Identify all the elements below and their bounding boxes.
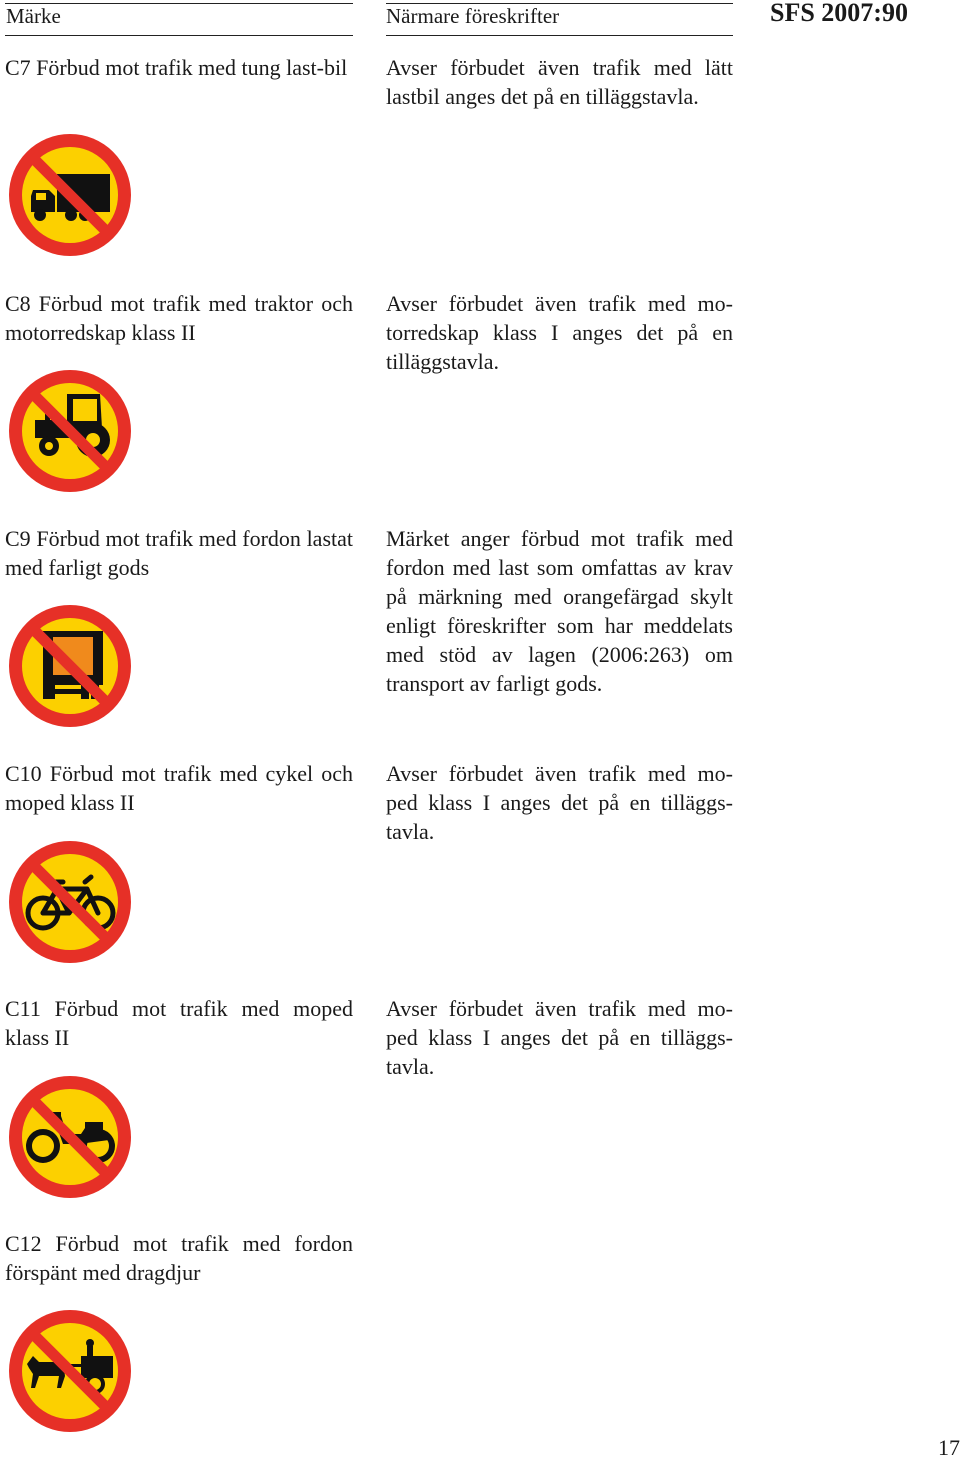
sign-c8-title: C8 Förbud mot trafik med traktor och motorredskap klass II <box>5 291 353 345</box>
truck-icon <box>5 130 135 260</box>
sign-c7-title: C7 Förbud mot trafik med tung last-bil <box>5 55 348 80</box>
sign-c11-rule: Avser förbudet även trafik med mo-ped klass I anges det på en tilläggs-tavla. <box>386 996 733 1079</box>
tractor-icon <box>5 366 135 496</box>
column-header-narmare-foreskrifter: Närmare föreskrifter <box>386 4 560 28</box>
horse-cart-icon <box>5 1306 135 1436</box>
sign-c10-rule: Avser förbudet även trafik med mo-ped klass I anges det på en tilläggs-tavla. <box>386 761 733 844</box>
header-rule-bottom-right <box>386 35 733 36</box>
page-number: 17 <box>938 1435 960 1460</box>
sign-c9-rule: Märket anger förbud mot trafik med fordon med last som omfattas av krav på märkning med orangefärgad skylt enligt föreskrifter som har meddelats med stöd av lagen (2006:263) om transport av farligt gods. <box>386 526 733 696</box>
sign-c12-title: C12 Förbud mot trafik med fordon förspänt med dragdjur <box>5 1231 353 1285</box>
column-header-marke: Märke <box>6 4 61 28</box>
bicycle-icon <box>5 837 135 967</box>
sign-c11-title: C11 Förbud mot trafik med moped klass II <box>5 996 353 1050</box>
header-rule-bottom-left <box>5 35 353 36</box>
sign-c8-rule: Avser förbudet även trafik med mo-torredskap klass I anges det på en tilläggstavla. <box>386 291 733 374</box>
moped-icon <box>5 1072 135 1202</box>
sign-c10-title: C10 Förbud mot trafik med cykel och moped klass II <box>5 761 353 815</box>
document-id: SFS 2007:90 <box>770 0 908 27</box>
sign-c7-rule: Avser förbudet även trafik med lätt lastbil anges det på en tilläggstavla. <box>386 55 733 109</box>
dangerous-goods-vehicle-icon <box>5 601 135 731</box>
sign-c9-title: C9 Förbud mot trafik med fordon lastat med farligt gods <box>5 526 353 580</box>
